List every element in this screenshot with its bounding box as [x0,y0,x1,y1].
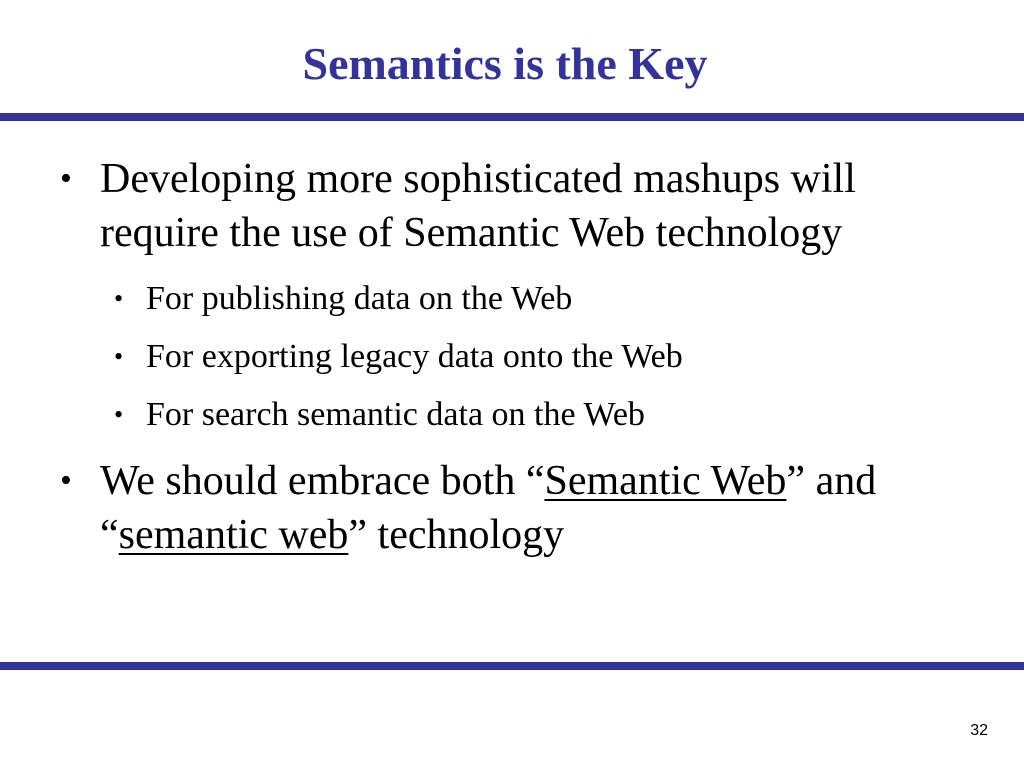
sub-bullet-item [56,386,956,444]
bullet-item [56,152,956,260]
bullet-text-part: We should embrace both “ [100,458,545,504]
bullet-text-part: ” and “ [100,458,877,558]
sub-bullet-text: For publishing data on the Web [146,280,573,317]
semantic-web-lowercase-term: semantic web [118,512,349,558]
page-number: 32 [970,722,988,739]
sub-bullet-text: For search semantic data on the Web [146,396,645,433]
sub-bullet-item [56,270,956,328]
sub-bullet-list [56,270,956,444]
bullet-text: Developing more sophisticated mashups will require the use of Semantic Web technology [100,156,856,256]
bullet-dot-icon: • [114,284,124,313]
slide-content [56,152,956,572]
slide-title: Semantics is the Key [302,38,708,89]
sub-bullet-item [56,328,956,386]
bullet-dot-icon: • [60,462,72,499]
semantic-web-term: Semantic Web [544,458,787,504]
bullet-dot-icon: • [60,160,72,197]
footer-divider [0,662,1024,670]
bullet-dot-icon: • [114,342,124,371]
sub-bullet-text: For exporting legacy data onto the Web [146,338,683,375]
bullet-item [56,454,956,562]
bullet-text-part: ” technology [348,512,565,558]
title-divider [0,113,1024,121]
bullet-dot-icon: • [114,400,124,429]
